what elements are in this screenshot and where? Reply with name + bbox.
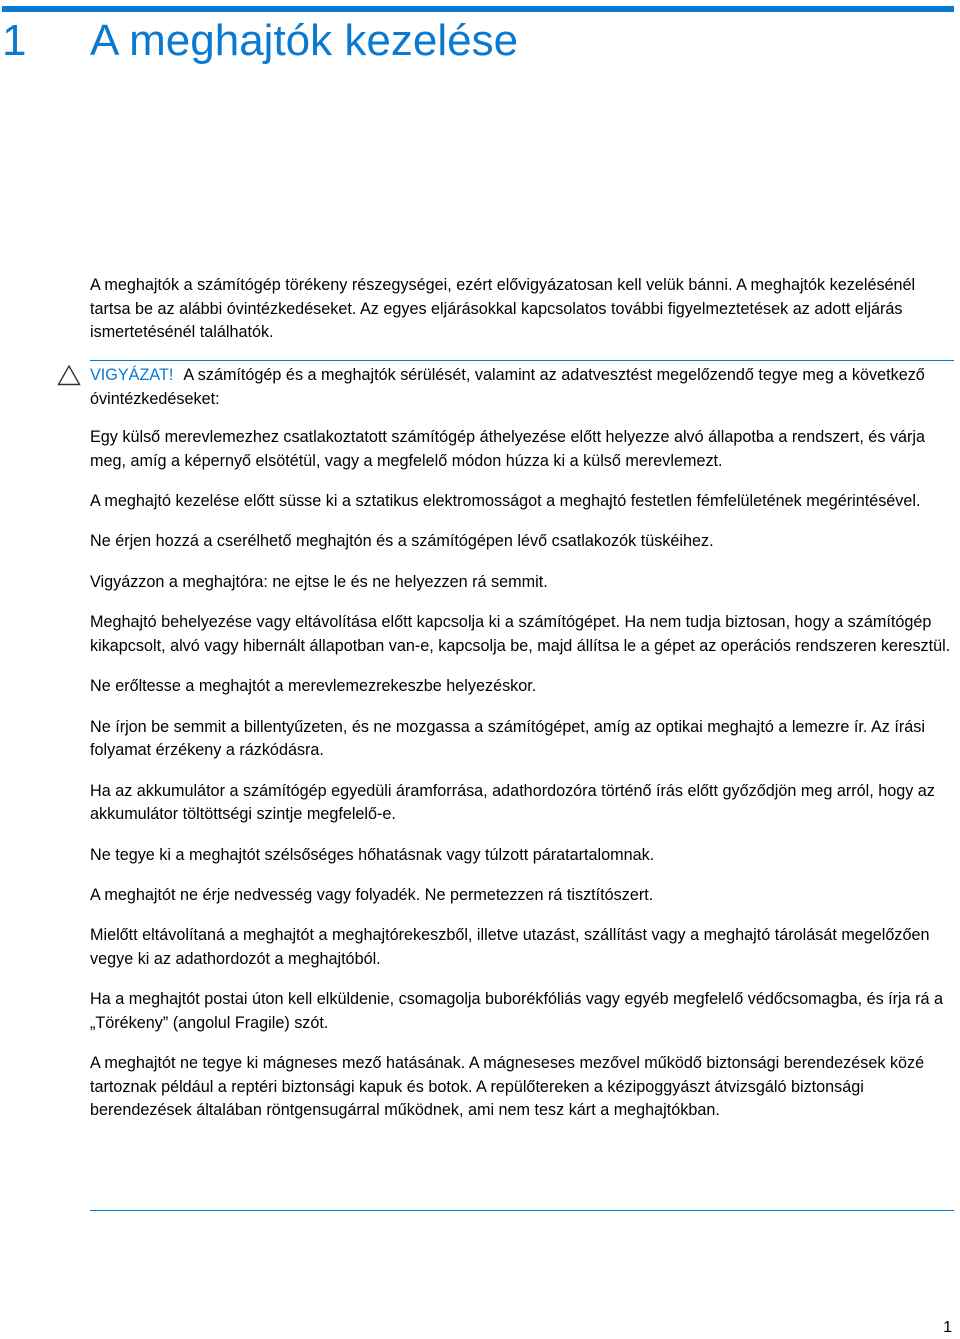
precaution-item: Ne erőltesse a meghajtót a merevlemezrekeszbe helyezéskor.	[90, 677, 537, 696]
precaution-item: Egy külső merevlemezhez csatlakoztatott számítógép áthelyezése előtt helyezze alvó állapotba a rendszert, és várja meg, amíg a képernyő elsötétül, vagy a megfelelő módon húzza ki a külső merevlemezt.	[90, 428, 925, 470]
precaution-item: A meghajtót ne érje nedvesség vagy folyadék. Ne permetezzen rá tisztítószert.	[90, 885, 654, 904]
precaution-item: A meghajtó kezelése előtt süsse ki a sztatikus elektromosságot a meghajtó festetlen fémfelületének megérintésével.	[90, 491, 921, 510]
precaution-list	[90, 426, 956, 1140]
caution-top-rule	[90, 360, 954, 361]
chapter-title: A meghajtók kezelése	[90, 16, 519, 65]
caution-triangle-icon	[57, 364, 81, 386]
precaution-item: Vigyázzon a meghajtóra: ne ejtse le és ne helyezzen rá semmit.	[90, 572, 548, 591]
caution-label: VIGYÁZAT!	[90, 366, 174, 384]
chapter-top-rule	[2, 6, 954, 12]
precaution-item: Ne érjen hozzá a cserélhető meghajtón és a számítógépen lévő csatlakozók tüskéihez.	[90, 532, 714, 551]
caution-text: A számítógép és a meghajtók sérülését, valamint az adatvesztést megelőzendő tegye meg a következő óvintézkedéseket:	[90, 366, 925, 408]
chapter-number: 1	[2, 16, 27, 65]
precaution-item: Ne írjon be semmit a billentyűzeten, és ne mozgassa a számítógépet, amíg az optikai meghajtó a lemezre ír. Az írási folyamat érzékeny a rázkódásra.	[90, 717, 925, 760]
intro-paragraph: A meghajtók a számítógép törékeny részegységei, ezért elővigyázatosan kell velük bánni. A meghajtók kezelésénél tartsa be az alábbi óvintézkedéseket. Az egyes eljárásokkal kapcsolatos további figyelmeztetések az adott eljárás ismertetésénél találhatók.	[90, 276, 916, 342]
precaution-item: A meghajtót ne tegye ki mágneses mező hatásának. A mágneseses mezővel működő biztonsági berendezések közé tartoznak például a reptéri biztonsági kapuk és botok. A repülőtereken a kézipoggyászt átvizsgáló biztonsági berendezések általában röntgensugárral működnek, ami nem tesz kárt a meghajtókban.	[90, 1054, 925, 1120]
precaution-item: Ha a meghajtót postai úton kell elküldenie, csomagolja buborékfóliás vagy egyéb megfelelő védőcsomagba, és írja rá a „Törékeny” (angolul Fragile) szót.	[90, 990, 944, 1032]
precaution-item: Meghajtó behelyezése vagy eltávolítása előtt kapcsolja ki a számítógépet. Ha nem tudja biztosan, hogy a számítógép kikapcsolt, alvó vagy hibernált állapotban van-e, kapcsolja be, majd állítsa le a gépet az operációs rendszeren keresztül.	[90, 613, 951, 655]
page-number: 1	[943, 1319, 952, 1336]
caution-bottom-rule	[90, 1210, 954, 1211]
precaution-item: Ne tegye ki a meghajtót szélsőséges hőhatásnak vagy túlzott páratartalomnak.	[90, 845, 655, 864]
precaution-item: Mielőtt eltávolítaná a meghajtót a meghajtórekeszből, illetve utazást, szállítást vagy a meghajtó tárolását megelőzően vegye ki az adathordozót a meghajtóból.	[90, 926, 930, 968]
chapter-heading	[0, 14, 518, 68]
precaution-item: Ha az akkumulátor a számítógép egyedüli áramforrása, adathordozóra történő írás előtt győződjön meg arról, hogy az akkumulátor töltöttségi szintje megfelelő-e.	[90, 781, 935, 824]
caution-notice	[90, 364, 956, 411]
